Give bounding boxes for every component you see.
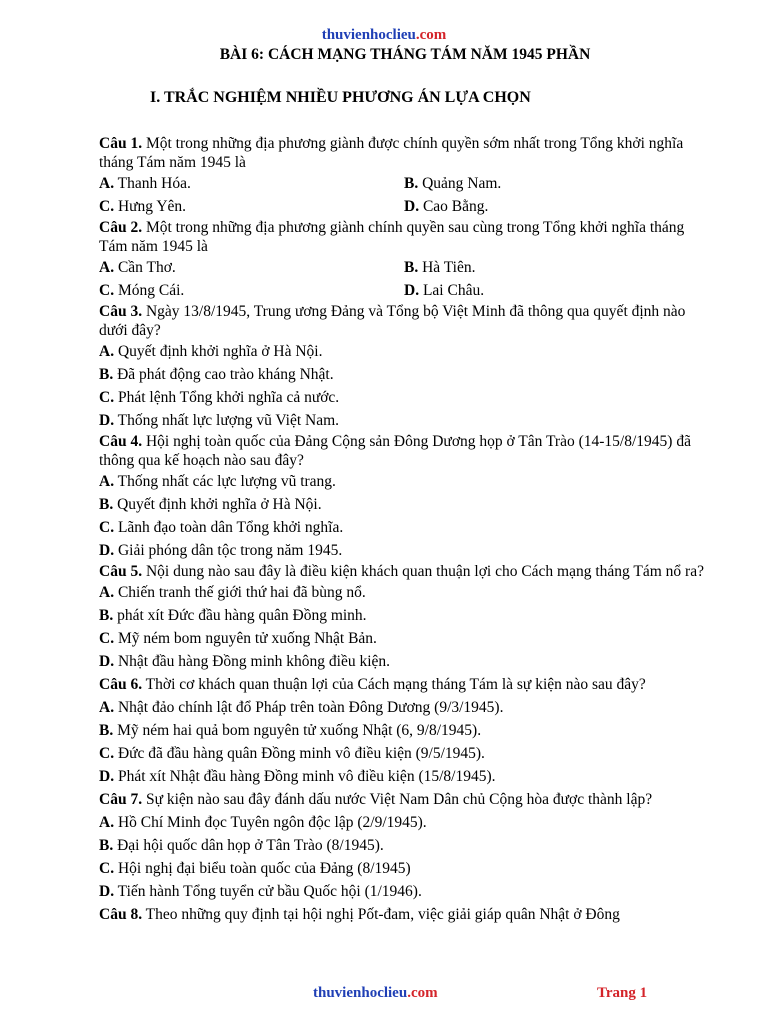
question-3 [99,302,709,432]
option-text: Quyết định khởi nghĩa ở Hà Nội. [114,343,323,360]
footer-site-link[interactable] [313,985,438,1002]
question-number: Câu 1. [99,135,143,152]
question-1 [99,134,709,218]
option-letter: A. [99,584,115,601]
question-5 [99,562,709,673]
option-a [99,811,709,834]
option-text: Giải phóng dân tộc trong năm 1945. [114,542,343,559]
option-b [99,719,709,742]
option-letter: C. [99,745,115,762]
option-c [99,195,404,218]
question-number: Câu 8. [99,906,143,923]
option-letter: B. [99,366,114,383]
option-d [404,279,709,302]
question-stem [99,218,709,256]
option-row [99,256,709,279]
option-letter: D. [404,282,420,299]
option-d [99,650,709,673]
option-text: Tiến hành Tổng tuyển cử bầu Quốc hội (1/1946). [114,883,422,900]
footer-site-name: thuvienhoclieu [313,985,408,1001]
option-text: Lãnh đạo toàn dân Tổng khởi nghĩa. [114,519,344,536]
option-d [99,765,709,788]
option-a [99,340,709,363]
option-letter: A. [99,343,115,360]
option-text: phát xít Đức đầu hàng quân Đồng minh. [113,607,367,624]
option-d [404,195,709,218]
question-text: Hội nghị toàn quốc của Đảng Cộng sản Đông Dương họp ở Tân Trào (14-15/8/1945) đã thông qua kế hoạch nào sau đây? [99,433,691,469]
question-number: Câu 2. [99,219,143,236]
question-number: Câu 7. [99,791,143,808]
option-b [99,363,709,386]
question-stem [99,673,709,696]
option-text: Cao Bằng. [419,198,489,215]
option-c [99,857,709,880]
option-text: Đã phát động cao trào kháng Nhật. [113,366,334,383]
section-heading: I. TRẮC NGHIỆM NHIỀU PHƯƠNG ÁN LỰA CHỌN [150,89,531,106]
question-text: Ngày 13/8/1945, Trung ương Đảng và Tổng bộ Việt Minh đã thông qua quyết định nào dưới đây? [99,303,686,339]
option-letter: A. [99,473,115,490]
option-b [404,172,709,195]
option-d [99,409,709,432]
option-b [404,256,709,279]
question-text: Thời cơ khách quan thuận lợi của Cách mạng tháng Tám là sự kiện nào sau đây? [142,676,646,693]
option-c [99,627,709,650]
option-d [99,539,709,562]
option-letter: B. [99,607,114,624]
option-row [99,279,709,302]
option-b [99,493,709,516]
option-c [99,742,709,765]
question-6 [99,673,709,788]
option-text: Đại hội quốc dân họp ở Tân Trào (8/1945). [113,837,384,854]
option-text: Quảng Nam. [418,175,502,192]
option-a [99,256,404,279]
option-letter: D. [99,542,115,559]
question-text: Một trong những địa phương giành chính quyền sau cùng trong Tổng khởi nghĩa tháng Tám năm 1945 là [99,219,685,255]
question-number: Câu 5. [99,563,143,580]
option-b [99,834,709,857]
option-c [99,516,709,539]
option-d [99,880,709,903]
site-header[interactable] [0,27,768,44]
page-number: Trang 1 [597,985,648,1001]
option-text: Thống nhất các lực lượng vũ trang. [114,473,336,490]
option-letter: D. [99,653,115,670]
option-text: Móng Cái. [114,282,185,299]
question-number: Câu 3. [99,303,143,320]
option-letter: A. [99,175,115,192]
site-header-name: thuvienhoclieu [321,27,416,43]
option-a [99,172,404,195]
option-text: Hội nghị đại biểu toàn quốc của Đảng (8/1945) [114,860,411,877]
option-letter: C. [99,198,115,215]
option-c [99,386,709,409]
option-text: Quyết định khởi nghĩa ở Hà Nội. [113,496,322,513]
option-text: Hưng Yên. [114,198,187,215]
option-text: Chiến tranh thế giới thứ hai đã bùng nổ. [114,584,366,601]
site-header-tld: .com [415,27,447,43]
option-text: Hà Tiên. [418,259,476,276]
option-text: Phát lệnh Tổng khởi nghĩa cả nước. [114,389,340,406]
question-list [99,134,709,926]
option-letter: D. [99,768,115,785]
option-text: Thống nhất lực lượng vũ Việt Nam. [114,412,340,429]
option-row [99,172,709,195]
question-stem [99,432,709,470]
question-stem [99,788,709,811]
option-text: Thanh Hóa. [114,175,191,192]
option-letter: A. [99,259,115,276]
option-text: Mỹ ném bom nguyên tử xuống Nhật Bản. [114,630,377,647]
option-text: Hồ Chí Minh đọc Tuyên ngôn độc lập (2/9/1945). [114,814,427,831]
question-stem [99,562,709,581]
question-text: Sự kiện nào sau đây đánh dấu nước Việt Nam Dân chủ Cộng hòa được thành lập? [142,791,653,808]
option-letter: D. [404,198,420,215]
question-text: Theo những quy định tại hội nghị Pốt-đam, việc giải giáp quân Nhật ở Đông [142,906,620,923]
footer-site-tld: .com [407,985,438,1001]
option-text: Nhật đầu hàng Đồng minh không điều kiện. [114,653,391,670]
option-c [99,279,404,302]
option-text: Lai Châu. [419,282,485,299]
option-letter: A. [99,699,115,716]
question-text: Nội dung nào sau đây là điều kiện khách quan thuận lợi cho Cách mạng tháng Tám nổ ra? [142,563,704,580]
option-text: Nhật đảo chính lật đổ Pháp trên toàn Đông Dương (9/3/1945). [114,699,504,716]
option-a [99,581,709,604]
question-stem [99,903,709,926]
question-2 [99,218,709,302]
option-letter: D. [99,412,115,429]
option-letter: D. [99,883,115,900]
question-number: Câu 6. [99,676,143,693]
option-text: Đức đã đầu hàng quân Đồng minh vô điều kiện (9/5/1945). [114,745,485,762]
option-letter: B. [404,175,419,192]
option-text: Cần Thơ. [114,259,176,276]
question-number: Câu 4. [99,433,143,450]
option-letter: B. [99,837,114,854]
option-letter: A. [99,814,115,831]
question-stem [99,302,709,340]
document-title: BÀI 6: CÁCH MẠNG THÁNG TÁM NĂM 1945 PHẦN [219,46,591,63]
option-letter: B. [99,496,114,513]
question-8 [99,903,709,926]
option-b [99,604,709,627]
option-row [99,195,709,218]
option-letter: C. [99,282,115,299]
option-letter: B. [404,259,419,276]
option-a [99,470,709,493]
question-7 [99,788,709,903]
option-letter: C. [99,860,115,877]
question-4 [99,432,709,562]
option-letter: C. [99,389,115,406]
option-a [99,696,709,719]
option-text: Mỹ ném hai quả bom nguyên tử xuống Nhật (6, 9/8/1945). [113,722,482,739]
question-stem [99,134,709,172]
option-text: Phát xít Nhật đầu hàng Đồng minh vô điều kiện (15/8/1945). [114,768,496,785]
option-letter: C. [99,519,115,536]
option-letter: B. [99,722,114,739]
option-letter: C. [99,630,115,647]
question-text: Một trong những địa phương giành được chính quyền sớm nhất trong Tổng khởi nghĩa tháng Tám năm 1945 là [99,135,684,171]
